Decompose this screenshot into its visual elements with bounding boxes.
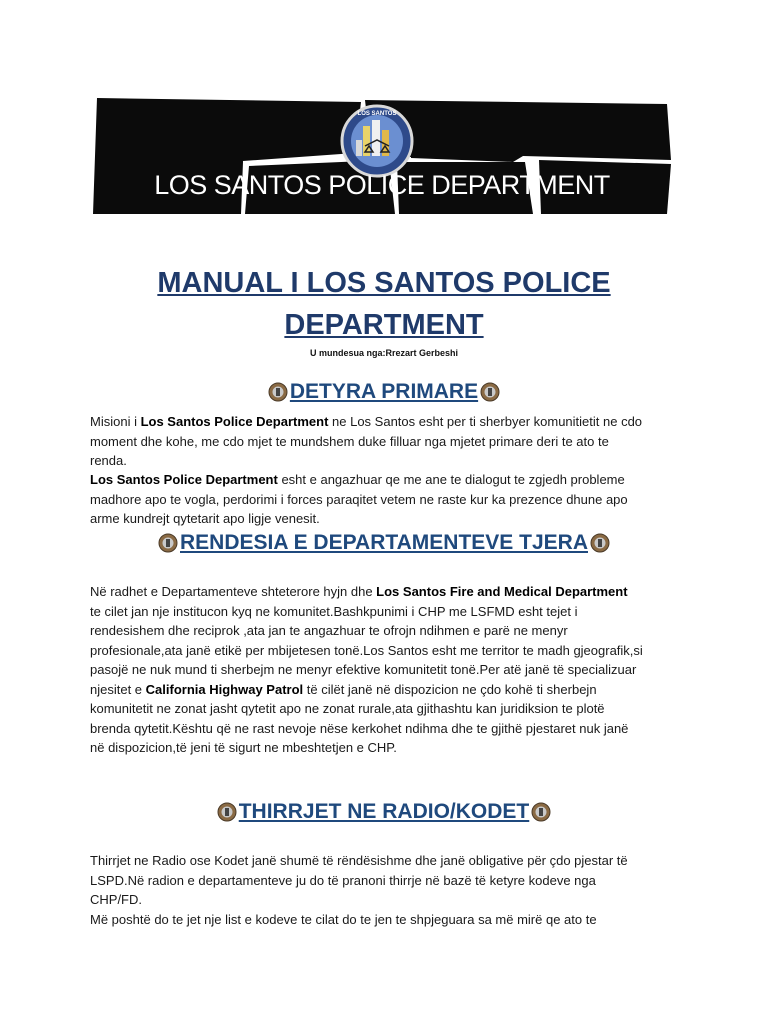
text-line: [90, 738, 690, 758]
text-run: CHP/FD.: [90, 892, 142, 907]
text-line: [90, 582, 690, 602]
primary-paragraph-2: [90, 470, 690, 529]
heading-text: RENDESIA E DEPARTAMENTEVE TJERA: [180, 531, 588, 554]
text-line: [90, 602, 690, 622]
text-run: profesionale,ata janë etikë per mbijetesen tonë.Los Santos esht me territor te madh gjeografik,si: [90, 642, 643, 658]
text-line: [90, 451, 690, 471]
text-line: [90, 412, 690, 432]
lspd-badge-icon: [217, 802, 237, 822]
lspd-badge-icon: [480, 382, 500, 402]
text-run: LSPD.Në radion e departamenteve ju do të pranoni thirrje në bazë të ketyre kodeve nga: [90, 872, 596, 888]
text-run: Më poshtë do te jet nje list e kodeve te cilat do te jen te shpjeguara sa më mirë qe ato te: [90, 911, 597, 927]
text-line: [90, 509, 690, 529]
document-title: [110, 262, 658, 346]
text-run: Në radhet e Departamenteve shteterore hyjn dhe: [90, 584, 377, 599]
text-run: pasojë ne nuk mund ti sherbejm ne menyr efektive komunitetit tonë.Per atë janë të specializuar: [90, 662, 637, 677]
text-line: [90, 890, 690, 910]
text-run: komunitetit ne zonat jasht qytetit apo ne zonat rurale,ata gjithashtu kan juridiksion te plotë: [90, 701, 605, 716]
text-run: në dispozicion,të jeni të sigurt ne mbeshtetjen e CHP.: [90, 740, 397, 755]
bold-entity-name: Los Santos Police Department: [140, 414, 329, 429]
text-run: renda.: [90, 453, 127, 468]
lspd-badge-icon: [590, 533, 610, 553]
text-run: madhore apo te vogla, perdorimi i forces paraqitet vetem ne raste kur ka prezence dhune apo: [90, 491, 628, 507]
text-run: esht e angazhuar qe me ane te dialogut te zgjedh probleme: [277, 472, 625, 487]
text-run: Misioni i: [90, 414, 141, 429]
text-line: [90, 490, 690, 510]
bold-entity-name: Los Santos Police Department: [90, 472, 278, 487]
svg-text:LOS SANTOS: LOS SANTOS: [357, 111, 397, 117]
text-line: [90, 621, 690, 641]
text-line: [90, 851, 690, 871]
title-line-1: MANUAL I LOS SANTOS POLICE: [157, 267, 611, 299]
text-line: [90, 719, 690, 739]
text-run: rendesishem dhe reciprok ,ata jan te angazhuar te ofrojn ndihmen e parë ne menyr: [90, 623, 568, 638]
bold-entity-name: Los Santos Fire and Medical Department: [376, 584, 628, 599]
title-line-2: DEPARTMENT: [284, 309, 484, 341]
author-credit: U mundesua nga:Rrezart Gerbeshi: [309, 348, 459, 358]
text-line: [90, 470, 690, 490]
department-banner: [93, 96, 671, 214]
text-line: [90, 680, 690, 700]
section-heading-radio-codes: [0, 800, 768, 824]
text-run: brenda qytetit.Kështu që ne rast nevoje nëse kerkohet ndihma dhe te gjithë pjestaret nuk janë: [90, 720, 629, 736]
bold-entity-name: California Highway Patrol: [145, 681, 304, 697]
text-line: [90, 699, 690, 719]
text-run: moment dhe kohe, me cdo mjet te mundshem duke filluar nga mjetet primare deri te ato te: [90, 433, 609, 449]
lspd-badge-icon: [158, 533, 178, 553]
text-run: të cilët janë në dispozicion ne çdo kohë ti sherbejn: [303, 681, 597, 697]
lspd-badge-icon: [268, 382, 288, 402]
banner-title: LOS SANTOS POLICE DEPARTMENT: [154, 170, 610, 200]
other-departments-paragraph: [90, 582, 690, 758]
lspd-seal-icon: [342, 106, 412, 176]
radio-codes-paragraph: [90, 851, 690, 929]
text-line: [90, 432, 690, 452]
text-line: [90, 910, 690, 930]
text-run: ne Los Santos esht per ti sherbyer komunitietit ne cdo: [328, 414, 643, 429]
text-line: [90, 641, 690, 661]
lspd-badge-icon: [531, 802, 551, 822]
heading-text: DETYRA PRIMARE: [289, 380, 479, 403]
text-run: Thirrjet ne Radio ose Kodet janë shumë të rëndësishme dhe janë obligative për çdo pjestar të: [90, 853, 628, 868]
text-run: arme kundrejt qytetarit apo ligje venesit.: [90, 511, 320, 526]
section-heading-primary: [0, 380, 768, 404]
primary-paragraph-1: [90, 412, 690, 471]
text-run: njesitet e: [90, 681, 146, 697]
text-line: [90, 660, 690, 680]
text-line: [90, 871, 690, 891]
text-run: te cilet jan nje institucon kyq ne komunitet.Bashkpunimi i CHP me LSFMD esht tejet i: [90, 603, 578, 619]
heading-text: THIRRJET NE RADIO/KODET: [238, 800, 530, 823]
section-heading-other-departments: [0, 531, 768, 555]
